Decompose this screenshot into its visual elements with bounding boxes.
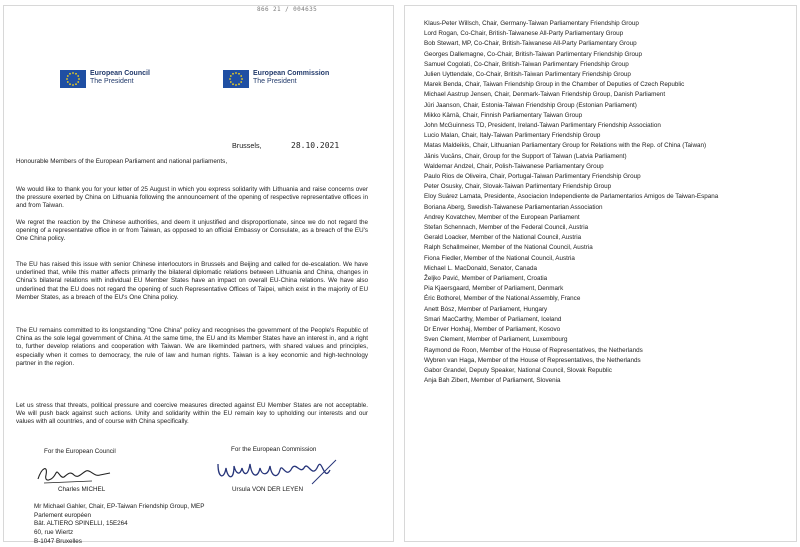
european-commission-logo xyxy=(223,70,329,88)
list-item: Željko Pavić, Member of Parliament, Croatia xyxy=(424,275,548,283)
list-item: Boriana Aberg, Swedish-Taiwanese Parliamentarian Association xyxy=(424,203,603,211)
list-item: Georges Dallemagne, Co-Chair, British-Taiwan Parlimentary Friendship Group xyxy=(424,50,643,58)
list-item: Samuel Cogolati, Co-Chair, British-Taiwan Parlimentary Friendship Group xyxy=(424,60,629,68)
list-item: Gerald Loacker, Member of the National Council, Austria xyxy=(424,234,582,242)
reference-number: 866 21 / 004635 xyxy=(257,6,318,13)
list-item: Fiona Fiedler, Member of the National Council, Austria xyxy=(424,254,575,262)
address-line: Bât. ALTIERO SPINELLI, 15E264 xyxy=(34,520,128,528)
list-item: Ralph Schallmeiner, Member of the National Council, Austria xyxy=(424,244,593,252)
list-item: Stefan Schennach, Member of the Federal Council, Austria xyxy=(424,224,589,232)
list-item: Paulo Rios de Oliveira, Chair, Portugal-Taiwan Parlimentary Friendship Group xyxy=(424,173,641,181)
eu-flag-icon xyxy=(60,70,86,88)
list-item: Smari MacCarthy, Member of Parliament, Iceland xyxy=(424,315,562,323)
list-item: Anett Bósz, Member of Parliament, Hungary xyxy=(424,305,548,313)
list-item: Andrey Kovatchev, Member of the European Parliament xyxy=(424,213,580,221)
list-item: Michael Aastrup Jensen, Chair, Denmark-Taiwan Friendship Group, Danish Parliament xyxy=(424,91,666,99)
list-item: Gabor Grandel, Deputy Speaker, National Council, Slovak Republic xyxy=(424,366,612,374)
list-item: Wybren van Haga, Member of the House of Representatives, the Netherlands xyxy=(424,356,641,364)
letter-city: Brussels, xyxy=(232,141,262,150)
address-line: 60, rue Wiertz xyxy=(34,529,74,537)
list-item: Jānis Vucāns, Chair, Group for the Support of Taiwan (Latvia Parliament) xyxy=(424,152,627,160)
paragraph: We would like to thank you for your letter of 25 August in which you express solidarity with Lithuania and raise concerns over the pressure exerted by China on Lithuania following the announcement of the opening of respective representative offices in and from Taiwan. xyxy=(16,186,368,210)
address-line: Mr Michael Gahler, Chair, EP-Taiwan Friendship Group, MEP xyxy=(34,503,205,510)
list-item: Sven Clement, Member of Parliament, Luxembourg xyxy=(424,336,568,344)
list-item: Éric Bothorel, Member of the National Assembly, France xyxy=(424,295,581,303)
list-item: Pia Kjaersgaard, Member of Parliament, Denmark xyxy=(424,285,564,293)
recipient-address xyxy=(34,503,204,547)
council-org-name: European Council xyxy=(90,70,150,77)
letter-page-left xyxy=(4,6,393,545)
eu-flag-icon xyxy=(223,70,249,88)
list-item: Marek Benda, Chair, Taiwan Friendship Group in the Chamber of Deputies of Czech Republic xyxy=(424,81,685,89)
list-item: Julien Uyttendale, Co-Chair, British-Taiwan Parlimentary Friendship Group xyxy=(424,71,631,79)
commission-signatory-name: Ursula VON DER LEYEN xyxy=(232,486,304,493)
address-line: Parlement européen xyxy=(34,511,92,519)
list-item: Bob Stewart, MP, Co-Chair, British-Taiwanese All-Party Parliamentary Group xyxy=(424,40,637,48)
paragraph: We regret the reaction by the Chinese authorities, and deem it unjustified and disproportionate, since we do not regard the opening of a representative office in or from Taiwan, as opposed to an official Embassy or Consulate, as a breach of the EU's One China policy. xyxy=(16,219,368,243)
council-signatory-name: Charles MICHEL xyxy=(58,486,106,493)
european-council-logo xyxy=(60,70,150,88)
list-item: Michael L. MacDonald, Senator, Canada xyxy=(424,264,538,272)
commission-handwritten-signature xyxy=(212,454,342,490)
list-item: Klaus-Peter Willsch, Chair, Germany-Taiwan Parliamentary Friendship Group xyxy=(424,20,639,27)
council-signature-label: For the European Council xyxy=(44,448,116,455)
list-item: Waldemar Andzel, Chair, Polish-Taiwanese Parliamentary Group xyxy=(424,162,604,170)
list-item: Anja Bah Zibert, Member of Parliament, Slovenia xyxy=(424,377,561,385)
list-item: Peter Osusky, Chair, Slovak-Taiwan Parlimentary Friendship Group xyxy=(424,183,612,191)
commission-signature-label: For the European Commission xyxy=(231,446,317,453)
council-role: The President xyxy=(90,78,134,85)
list-item: Raymond de Roon, Member of the House of Representatives, the Netherlands xyxy=(424,346,643,354)
signatory-list xyxy=(424,19,790,386)
council-handwritten-signature xyxy=(34,461,114,487)
list-item: Matas Maldeikis, Chair, Lithuanian Parliamentary Group for Relations with the Rep. of China (Taiwan) xyxy=(424,142,707,150)
letter-page-right xyxy=(405,6,796,541)
paragraph: The EU remains committed to its longstanding "One China" policy and recognises the government of the People's Republic of China as the sole legal government of China. At the same time, the EU and its Member States have an interest in, and a right to, further develop relations and cooperation with Taiwan. We are likeminded partners, with shared values and principles, especially when it comes to democracy, the rule of law and human rights. Taiwan is a key economic and high-technology partner in the region. xyxy=(16,327,368,367)
list-item: Jüri Jaanson, Chair, Estonia-Taiwan Friendship Group (Estonian Parliament) xyxy=(424,101,637,109)
list-item: Lucio Malan, Chair, Italy-Taiwan Parlimentary Friendship Group xyxy=(424,132,601,140)
commission-org-name: European Commission xyxy=(253,70,330,77)
list-item: John McGuinness TD, President, Ireland-Taiwan Parlimentary Friendship Association xyxy=(424,122,661,130)
paragraph: The EU has raised this issue with senior Chinese interlocutors in Brussels and Beijing and called for de-escalation. We have underlined that, while this matter affects primarily the bilateral diplomatic relations between Lithuania and China, changes in China's bilateral relations with individual EU Member States have an impact on overall EU-China relations. We have also underlined that the EU does not regard the opening of such Representative Offices of Taipei, which exist in the majority of EU Member States, as a breach of the EU's One China policy. xyxy=(16,261,368,301)
commission-role: The President xyxy=(253,78,297,85)
letter-date-stamp: 28.10.2021 xyxy=(291,141,340,150)
address-line: B-1047 Bruxelles xyxy=(34,537,82,545)
list-item: Lord Rogan, Co-Chair, British-Taiwanese All-Party Parliamentary Group xyxy=(424,30,624,38)
paragraph: Let us stress that threats, political pressure and coercive measures directed against EU Member States are not acceptable. We will push back against such actions. Unity and solidarity within the EU remain key to upholding our interests and our values with all countries, and of course with China specifically. xyxy=(16,402,368,426)
salutation: Honourable Members of the European Parliament and national parliaments, xyxy=(16,158,228,165)
list-item: Dr Enver Hoxhaj, Member of Parliament, Kosovo xyxy=(424,326,561,334)
list-item: Mikko Kärnä, Chair, Finnish Parliamentary Taiwan Group xyxy=(424,111,583,119)
list-item: Eloy Suárez Lamata, Presidente, Asociacion Independiente de Parlamentarios Amigos de Taiwan-Espana xyxy=(424,193,719,201)
